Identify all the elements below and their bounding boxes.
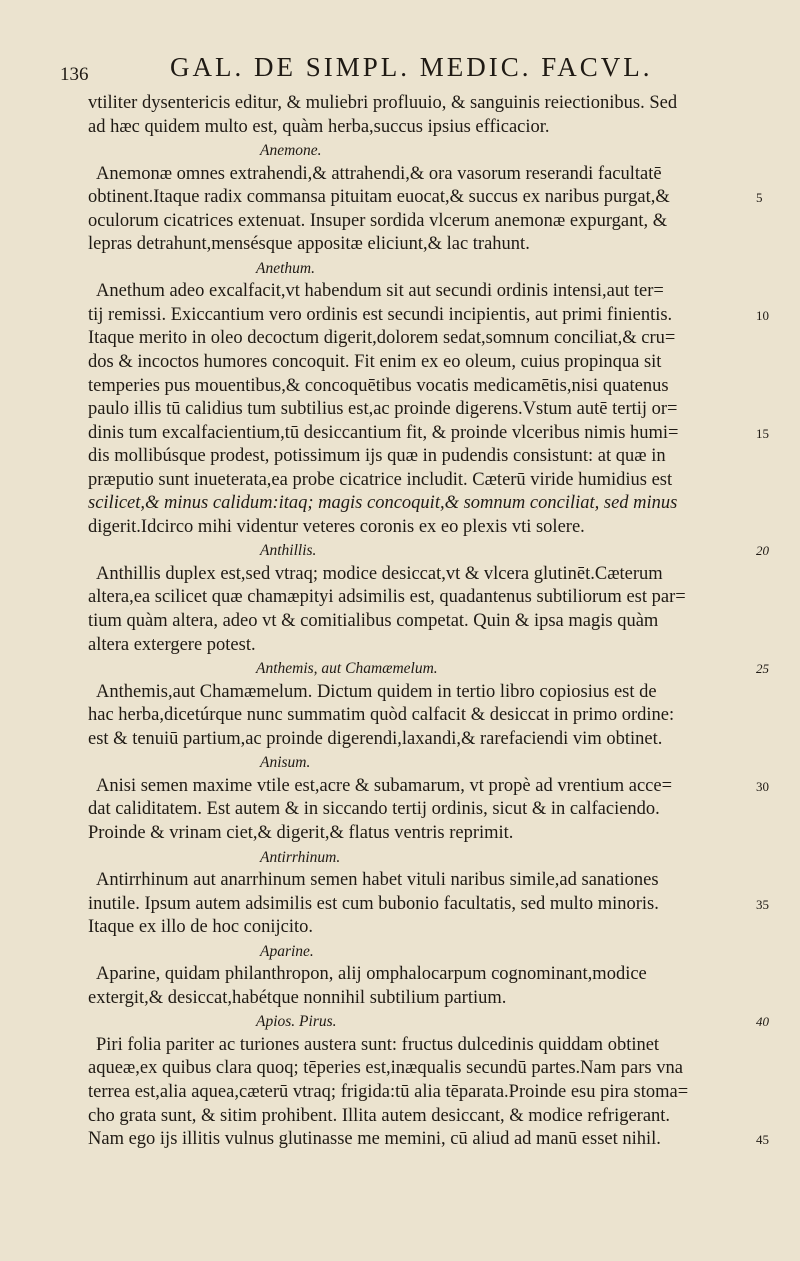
line-text: paulo illis tū calidius tum subtilius est,ac proinde digerens.Vstum autē tertij or= — [88, 399, 678, 420]
section-heading — [88, 1010, 769, 1034]
text-line — [88, 1057, 753, 1081]
line-text: inutile. Ipsum autem adsimilis est cum bubonio facultatis, sed multo minoris. — [88, 893, 659, 914]
line-text: vtiliter dysentericis editur, & muliebri profluuio, & sanguinis reiectionibus. Sed — [88, 93, 678, 113]
line-text: obtinent.Itaque radix commansa pituitam euocat,& succus ex naribus purgat,& — [88, 187, 670, 208]
text-line — [88, 304, 769, 328]
text-line — [88, 916, 753, 940]
line-text: extergit,& desiccat,habétque nonnihil subtilium partium. — [88, 987, 507, 1008]
section-heading — [88, 657, 769, 681]
text-line — [88, 1034, 753, 1058]
line-text: Proinde & vrinam ciet,& digerit,& flatus ventris reprimit. — [88, 822, 514, 843]
section-heading — [88, 751, 753, 775]
line-text: oculorum cicatrices extenuat. Insuper sordida vlcerum anemonæ expurgant, & — [88, 210, 668, 231]
text-line — [88, 1081, 753, 1105]
line-text: Aparine. — [260, 942, 314, 960]
line-text: cho grata sunt, & sitim prohibent. Illita autem desiccant, & modice refrigerant. — [88, 1105, 671, 1126]
text-line — [88, 798, 753, 822]
margin-line-number: 25 — [756, 661, 769, 677]
line-text: ad hæc quidem multo est, quàm herba,succus ipsius efficacior. — [88, 116, 550, 137]
text-line — [88, 233, 753, 257]
margin-line-number: 15 — [756, 425, 769, 441]
line-text: dos & incoctos humores concoquit. Fit enim ex eo oleum, cuius propinqua sit — [88, 352, 662, 373]
text-line — [88, 586, 753, 610]
line-text: dat caliditatem. Est autem & in siccando tertij ordinis, sicut & in calfaciendo. — [88, 799, 660, 820]
section-heading — [88, 940, 753, 964]
margin-line-number: 35 — [756, 896, 769, 912]
text-line — [88, 634, 753, 658]
line-text: lepras detrahunt,mensésque appositæ eliciunt,& lac trahunt. — [88, 234, 530, 255]
text-line — [88, 728, 753, 752]
text-line — [88, 822, 753, 846]
text-line — [88, 445, 753, 469]
text-line — [88, 327, 753, 351]
text-line — [88, 704, 753, 728]
line-text: scilicet,& minus calidum:itaq; magis concoquit,& somnum conciliat, sed minus — [88, 493, 678, 514]
line-text: terrea est,alia aquea,cæterū vtraq; frigida:tū alia tēparata.Proinde esu pira stoma= — [88, 1081, 689, 1102]
margin-line-number: 20 — [756, 543, 769, 559]
text-line — [88, 610, 753, 634]
line-text: Aparine, quidam philanthropon, alij omphalocarpum cognominant,modice — [96, 964, 647, 985]
text-line — [88, 775, 769, 799]
line-text: tij remissi. Exiccantium vero ordinis est secundi incipientis, aut primi finientis. — [88, 304, 673, 325]
margin-line-number: 30 — [756, 778, 769, 794]
text-line — [88, 375, 753, 399]
page-number: 136 — [60, 64, 89, 85]
line-text: dinis tum excalfacientium,tū desiccantium fit, & proinde vlceribus nimis humi= — [88, 422, 679, 443]
text-line — [88, 92, 753, 116]
text-line — [88, 516, 753, 540]
line-text: temperies pus mouentibus,& concoquētibus vocatis medicamētis,nisi quatenus — [88, 375, 669, 396]
text-line — [88, 116, 753, 140]
line-text: Piri folia pariter ac turiones austera sunt: fructus dulcedinis quiddam obtinet — [96, 1034, 660, 1055]
line-text: Anemonæ omnes extrahendi,& attrahendi,& ora vasorum reserandi facultatē — [96, 163, 662, 184]
line-text: est & tenuiū partium,ac proinde digerendi,laxandi,& rarefaciendi vim obtinet. — [88, 728, 663, 749]
line-text: aqueæ,ex quibus clara quoq; tēperies est,inæqualis secundū partes.Nam pars vna — [88, 1058, 683, 1079]
line-text: Anthillis duplex est,sed vtraq; modice desiccat,vt & vlcera glutinēt.Cæterum — [96, 563, 663, 584]
line-text: Itaque ex illo de hoc conijcito. — [88, 917, 314, 938]
margin-line-number: 45 — [756, 1132, 769, 1148]
margin-line-number: 5 — [756, 190, 763, 206]
section-heading — [88, 257, 753, 281]
line-text: Apios. Pirus. — [256, 1013, 337, 1031]
running-title: GAL. DE SIMPL. MEDIC. FACVL. — [170, 52, 653, 82]
line-text: Antirrhinum aut anarrhinum semen habet vituli naribus simile,ad sanationes — [96, 870, 659, 891]
text-line — [88, 469, 753, 493]
line-text: Anethum. — [256, 259, 315, 277]
section-heading — [88, 539, 769, 563]
text-line — [88, 869, 753, 893]
text-line — [88, 492, 753, 516]
line-text: Itaque merito in oleo decoctum digerit,dolorem sedat,somnum conciliat,& cru= — [88, 328, 676, 349]
margin-line-number: 10 — [756, 307, 769, 323]
line-text: tium quàm altera, adeo vt & comitialibus competat. Quin & ipsa magis quàm — [88, 611, 659, 632]
text-line — [88, 563, 753, 587]
section-heading — [88, 139, 753, 163]
text-line — [88, 351, 753, 375]
line-text: altera extergere potest. — [88, 634, 256, 655]
text-line — [88, 186, 763, 210]
line-text: Anisi semen maxime vtile est,acre & subamarum, vt propè ad vrentium acce= — [96, 775, 673, 796]
line-text: hac herba,dicetúrque nunc summatim quòd calfacit & desiccat in primo ordine: — [88, 705, 675, 726]
body-text — [88, 92, 769, 1152]
text-line — [88, 681, 753, 705]
text-line — [88, 280, 753, 304]
line-text: Anemone. — [260, 142, 322, 160]
text-line — [88, 1105, 753, 1129]
text-line — [88, 210, 753, 234]
line-text: Antirrhinum. — [260, 848, 341, 866]
text-line — [88, 987, 753, 1011]
text-line — [88, 1128, 769, 1152]
line-text: Anisum. — [260, 754, 311, 772]
line-text: Anethum adeo excalfacit,vt habendum sit aut secundi ordinis intensi,aut ter= — [96, 281, 664, 302]
line-text: digerit.Idcirco mihi videntur veteres coronis ex eo plexis vti solere. — [88, 516, 585, 537]
line-text: Anthemis, aut Chamæmelum. — [256, 660, 438, 678]
text-line — [88, 963, 753, 987]
section-heading — [88, 846, 753, 870]
text-line — [88, 163, 753, 187]
line-text: præputio sunt inueterata,ea probe cicatrice includit. Cæterū viride humidius est — [88, 469, 673, 490]
text-line — [88, 422, 769, 446]
text-line — [88, 893, 769, 917]
margin-line-number: 40 — [756, 1014, 769, 1030]
line-text: Anthemis,aut Chamæmelum. Dictum quidem in tertio libro copiosius est de — [96, 681, 657, 702]
line-text: Nam ego ijs illitis vulnus glutinasse me memini, cū aliud ad manū esset nihil. — [88, 1129, 661, 1150]
line-text: Anthillis. — [260, 542, 317, 560]
page-header — [60, 52, 700, 92]
line-text: altera,ea scilicet quæ chamæpityi adsimilis est, quadantenus subtiliorum est par= — [88, 587, 686, 608]
line-text: dis mollibúsque prodest, potissimum ijs quæ in pudendis consistunt: at quæ in — [88, 446, 666, 467]
text-line — [88, 398, 753, 422]
